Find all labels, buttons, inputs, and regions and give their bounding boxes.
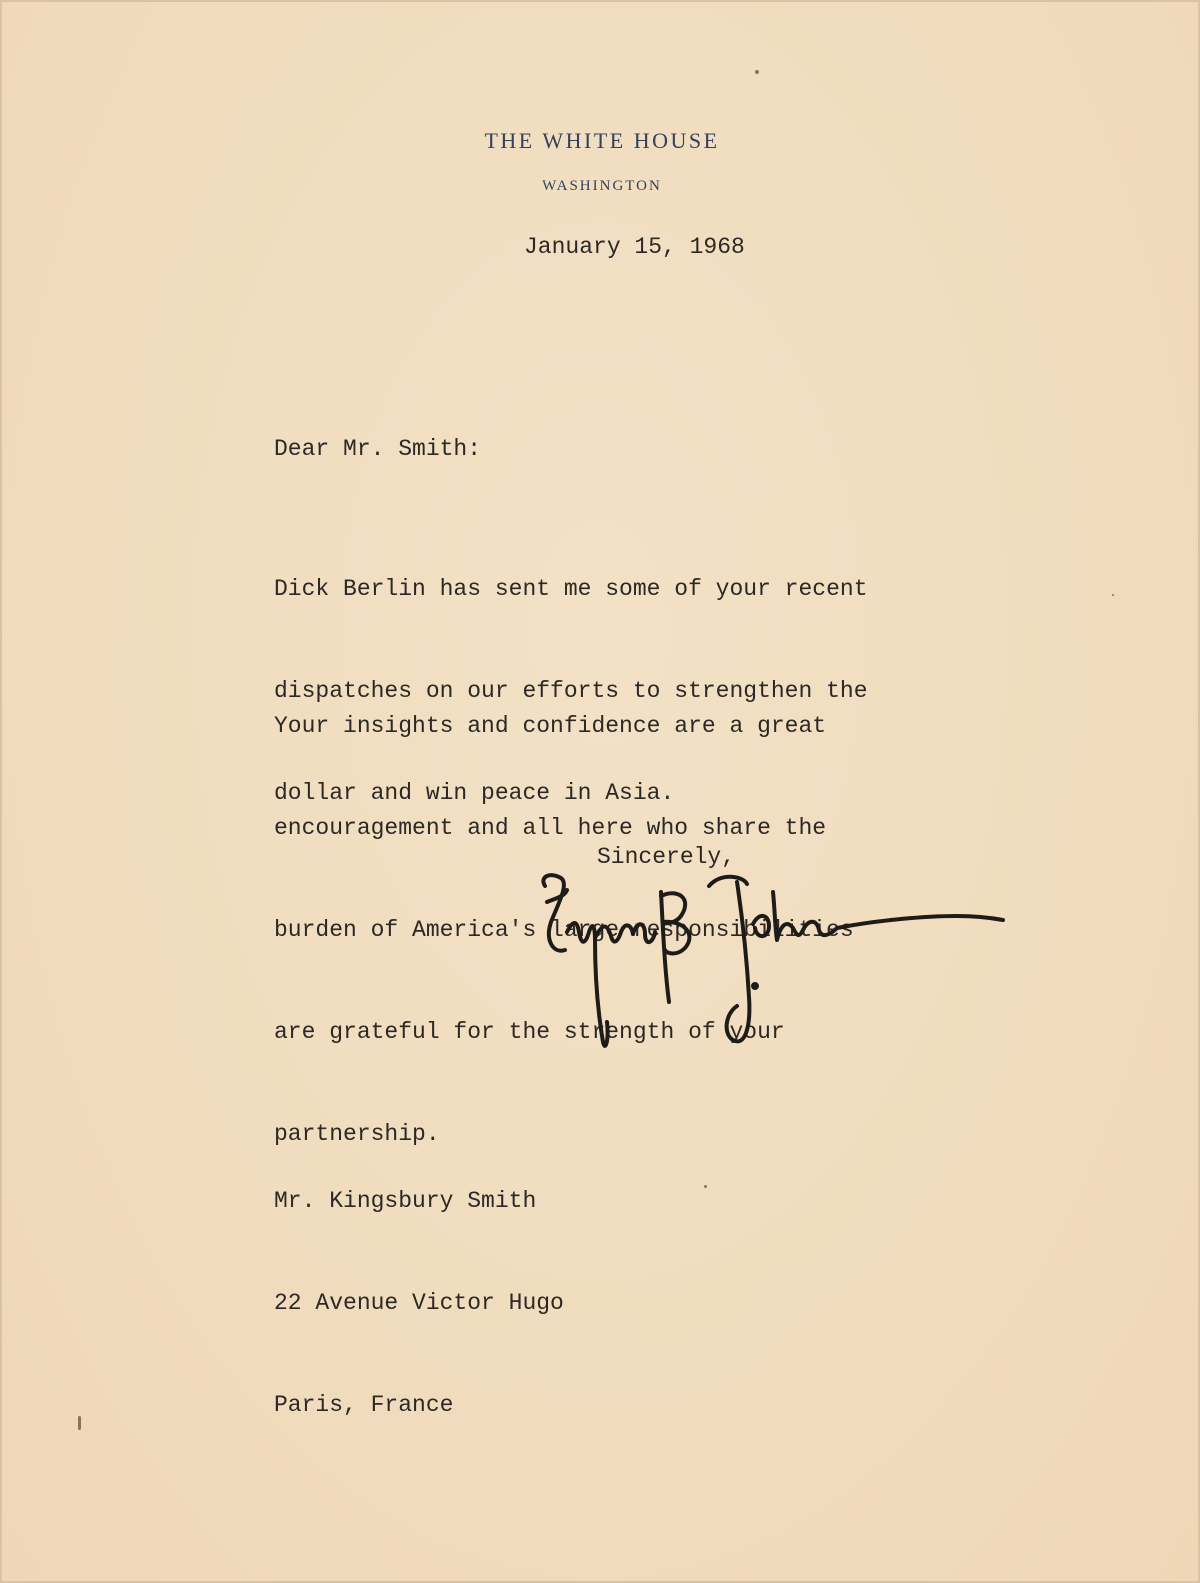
body-line: Dick Berlin has sent me some of your recent (274, 576, 868, 602)
recipient-name: Mr. Kingsbury Smith (274, 1188, 537, 1214)
paper-speck (1112, 594, 1114, 596)
paper-speck (755, 70, 759, 74)
body-line: dollar and win peace in Asia. (274, 780, 675, 806)
paper-speck (78, 1416, 81, 1430)
body-line: burden of America's large responsibilities (274, 917, 854, 943)
recipient-address (274, 1116, 564, 1490)
salutation: Dear Mr. Smith: (274, 436, 482, 462)
closing: Sincerely, (597, 844, 736, 870)
recipient-street: 22 Avenue Victor Hugo (274, 1290, 564, 1316)
body-line: Your insights and confidence are a great (274, 713, 827, 739)
body-line: dispatches on our efforts to strengthen the (274, 678, 868, 704)
body-line: are grateful for the strength of your (274, 1019, 785, 1045)
letterhead-city: WASHINGTON (542, 178, 662, 194)
body-line: partnership. (274, 1121, 440, 1147)
body-line: encouragement and all here who share the (274, 815, 827, 841)
paper-speck (704, 1185, 707, 1188)
letterhead-title: THE WHITE HOUSE (484, 128, 720, 153)
recipient-city: Paris, France (274, 1392, 454, 1418)
signature (537, 862, 1012, 1057)
letter-date: January 15, 1968 (524, 234, 745, 260)
